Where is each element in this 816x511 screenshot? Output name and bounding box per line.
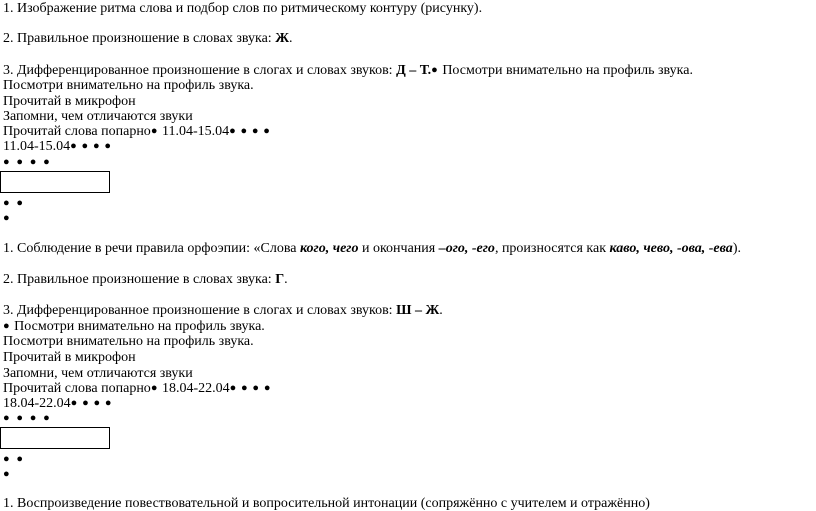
b2-read-mic: Прочитай в микрофон	[3, 350, 136, 365]
b1-item3-pre: 3. Дифференцированное произношение в слогах и словах звуков:	[3, 63, 397, 78]
b2-item2-pre: 2. Правильное произношение в словах звука:	[3, 272, 276, 287]
b2-item3-pre: 3. Дифференцированное произношение в слогах и словах звуков:	[3, 303, 397, 318]
b1-dates-b: 11.04-15.04	[3, 139, 71, 154]
b1-item2	[3, 31, 293, 46]
b2-read-pairs-text: Прочитай слова попарно	[3, 381, 151, 396]
b1-read-pairs-text: Прочитай слова попарно	[3, 124, 151, 139]
bullet-icon: ●	[150, 382, 159, 394]
b2-dates-a: 18.04-22.04	[161, 381, 230, 396]
b1-dots-row: ● ● ● ●	[3, 156, 52, 168]
b1-item2-post: .	[289, 31, 293, 46]
b2-dates-b: 18.04-22.04	[3, 396, 71, 411]
b2-item1-mid2: , произносятся как	[494, 241, 610, 256]
b1-read-mic: Прочитай в микрофон	[3, 94, 136, 109]
b1-look-profile: Посмотри внимательно на профиль звука.	[442, 63, 693, 78]
bullet-icon: ●	[431, 64, 439, 76]
b2-item2-sound: Г	[275, 272, 285, 287]
b1-item1-text: 1. Изображение ритма слова и подбор слов по ритмическому контуру (рисунку).	[3, 1, 483, 16]
b1-item2-pre: 2. Правильное произношение в словах звука:	[3, 31, 276, 46]
b2-look-profile	[3, 319, 265, 334]
b3-item1: 1. Воспроизведение повествовательной и вопросительной интонации (сопряжённо с учителем и отражённо)	[3, 496, 650, 511]
b2-item1	[3, 241, 741, 256]
b1-read-pairs	[3, 124, 271, 139]
b1-item1	[3, 1, 482, 16]
b2-item1-pre: 1. Соблюдение в речи правила орфоэпии: «Слова	[3, 241, 300, 256]
b2-dot-single: ●	[3, 468, 12, 480]
bullet-dots-icon: ● ● ● ●	[70, 397, 113, 409]
b2-dates-line	[3, 396, 113, 411]
b1-item2-sound: Ж	[275, 31, 290, 46]
b1-item3	[3, 63, 693, 78]
b1-item3-sounds: Д – Т.	[396, 63, 432, 78]
b2-read-pairs	[3, 381, 271, 396]
b2-item1-mid: и окончания	[358, 241, 439, 256]
b2-dots-pair: ● ●	[3, 453, 26, 465]
b1-look-profile-line: Посмотри внимательно на профиль звука.	[3, 78, 254, 93]
b1-remember: Запомни, чем отличаются звуки	[3, 109, 193, 124]
b2-dots-row: ● ● ● ●	[3, 412, 52, 424]
b2-item2	[3, 272, 288, 287]
bullet-dots-icon: ● ● ● ●	[229, 125, 271, 137]
bullet-icon: ●	[3, 320, 11, 332]
bullet-dots-icon: ● ● ● ●	[229, 382, 272, 394]
b2-item1-as: каво, чево, -ова, -ева	[609, 241, 733, 256]
b2-look-profile-line: Посмотри внимательно на профиль звука.	[3, 334, 254, 349]
b2-remember: Запомни, чем отличаются звуки	[3, 366, 193, 381]
bullet-icon: ●	[150, 125, 159, 137]
b2-item1-post: ).	[732, 241, 741, 256]
b2-answer-box[interactable]	[0, 427, 110, 449]
b2-item1-endings: –ого, -его	[438, 241, 495, 256]
bullet-dots-icon: ● ● ● ●	[70, 140, 112, 152]
b1-dates-line	[3, 139, 112, 154]
b2-item3	[3, 303, 443, 318]
b1-dots-pair: ● ●	[3, 197, 26, 209]
b1-dot-single: ●	[3, 212, 12, 224]
b2-item3-post: .	[439, 303, 443, 318]
b1-answer-box[interactable]	[0, 171, 110, 193]
b2-look-profile-text: Посмотри внимательно на профиль звука.	[10, 319, 265, 334]
b2-item2-post: .	[284, 272, 288, 287]
b2-item3-sounds: Ш – Ж	[396, 303, 440, 318]
b1-dates-a: 11.04-15.04	[161, 124, 230, 139]
b2-item1-words: кого, чего	[299, 241, 359, 256]
